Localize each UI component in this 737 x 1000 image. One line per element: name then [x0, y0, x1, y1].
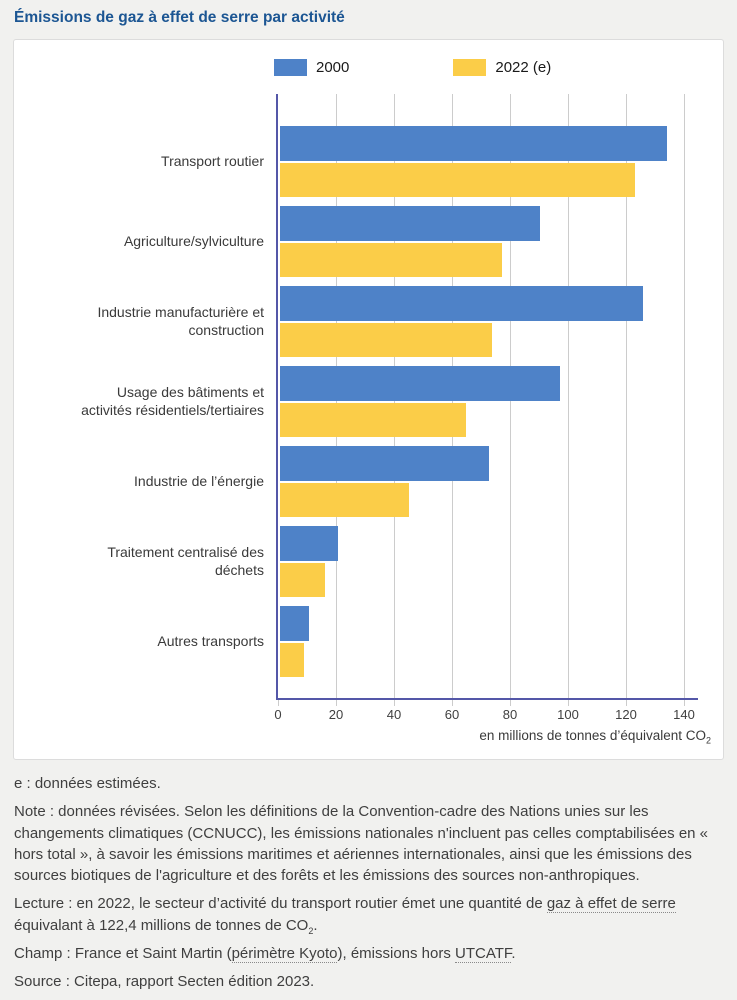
- category-label: Industrie de l’énergie: [134, 472, 264, 489]
- footnote-champ: Champ : France et Saint Martin (périmètre Kyoto), émissions hors UTCATF.: [14, 945, 516, 963]
- bar-2000-6[interactable]: [280, 606, 309, 641]
- chart-row: [14, 361, 700, 441]
- category-label: Agriculture/sylviculture: [123, 232, 264, 249]
- chart-rows: [14, 94, 700, 681]
- glossary-link-gaz-effet-serre[interactable]: gaz à effet de serre: [546, 895, 676, 913]
- chart-row: [14, 281, 700, 361]
- bar-group: [280, 606, 700, 677]
- bar-2000-0[interactable]: [280, 126, 667, 161]
- bar-group: [280, 206, 700, 277]
- bar-2022e-6[interactable]: [280, 643, 304, 677]
- bar-2022e-0[interactable]: [280, 163, 635, 197]
- chart-row: [14, 441, 700, 521]
- footnotes: [14, 773, 723, 993]
- category-label: Traitement centralisé des déchets: [107, 543, 264, 578]
- x-tick-label: 0: [274, 707, 282, 722]
- footnote-lecture: Lecture : en 2022, le secteur d’activité du transport routier émet une quantité de gaz à effet de serre équivalant à 122,4 millions de tonnes de $CO_2$.: [14, 895, 676, 936]
- chart-row: [14, 601, 700, 681]
- chart-row: [14, 121, 700, 201]
- bar-2000-4[interactable]: [280, 446, 489, 481]
- footnote-note: Note : données révisées. Selon les définitions de la Convention-cadre des Nations unies sur les changements climatiques (CCNUCC), les émissions nationales n'incluent pas celles comptabilisées en « hors total », à savoir les émissions maritimes et aériennes internationales, ainsi que les émissions des sources biotiques de l'agriculture et des forêts et les émissions des sources non-anthropiques.: [14, 803, 709, 885]
- bar-2022e-1[interactable]: [280, 243, 502, 277]
- category-label: Autres transports: [157, 632, 264, 649]
- x-tick-label: 40: [386, 707, 402, 722]
- legend-item-2000[interactable]: [274, 59, 349, 76]
- category-label: Usage des bâtiments et activités résidentiels/tertiaires: [81, 383, 264, 418]
- bar-chart: [14, 94, 723, 749]
- legend-label-2022: 2022 (e): [495, 58, 552, 76]
- x-axis-line: [276, 698, 698, 700]
- footnote-estimated: e : données estimées.: [14, 775, 161, 792]
- y-axis-line: [276, 94, 278, 700]
- legend-label-2000: 2000: [316, 58, 350, 76]
- bar-2000-3[interactable]: [280, 366, 560, 401]
- glossary-link-utcatf[interactable]: UTCATF: [455, 945, 512, 963]
- category-label: Industrie manufacturière et construction: [97, 303, 264, 338]
- bar-2000-1[interactable]: [280, 206, 540, 241]
- bar-group: [280, 526, 700, 597]
- bar-group: [280, 446, 700, 517]
- chart-row: [14, 521, 700, 601]
- page-title: Émissions de gaz à effet de serre par activité: [14, 9, 345, 26]
- bar-2022e-2[interactable]: [280, 323, 492, 357]
- bar-2000-2[interactable]: [280, 286, 643, 321]
- x-tick-label: 120: [615, 707, 637, 722]
- x-tick-label: 140: [673, 707, 695, 722]
- bar-2022e-3[interactable]: [280, 403, 466, 437]
- bar-2000-5[interactable]: [280, 526, 338, 561]
- x-tick-label: 80: [502, 707, 518, 722]
- bar-2022e-5[interactable]: [280, 563, 325, 597]
- legend-item-2022[interactable]: [453, 59, 551, 76]
- footnote-source: Source : Citepa, rapport Secten édition 2023.: [14, 973, 315, 991]
- bar-group: [280, 286, 700, 357]
- x-axis-unit-label: en millions de tonnes d’équivalent $CO_2$: [479, 728, 711, 746]
- x-axis-ticks: [274, 707, 699, 723]
- x-tick-label: 20: [328, 707, 344, 722]
- category-label: Transport routier: [161, 152, 264, 169]
- glossary-link-perimetre-kyoto[interactable]: périmètre Kyoto: [231, 945, 338, 963]
- chart-row: [14, 201, 700, 281]
- bar-group: [280, 366, 700, 437]
- bar-group: [280, 126, 700, 197]
- x-tick-label: 100: [557, 707, 579, 722]
- legend-swatch-2000: [274, 59, 307, 76]
- bar-2022e-4[interactable]: [280, 483, 409, 517]
- legend-swatch-2022: [453, 59, 486, 76]
- chart-legend: [274, 57, 723, 77]
- x-tick-label: 60: [444, 707, 460, 722]
- chart-panel: [13, 39, 724, 760]
